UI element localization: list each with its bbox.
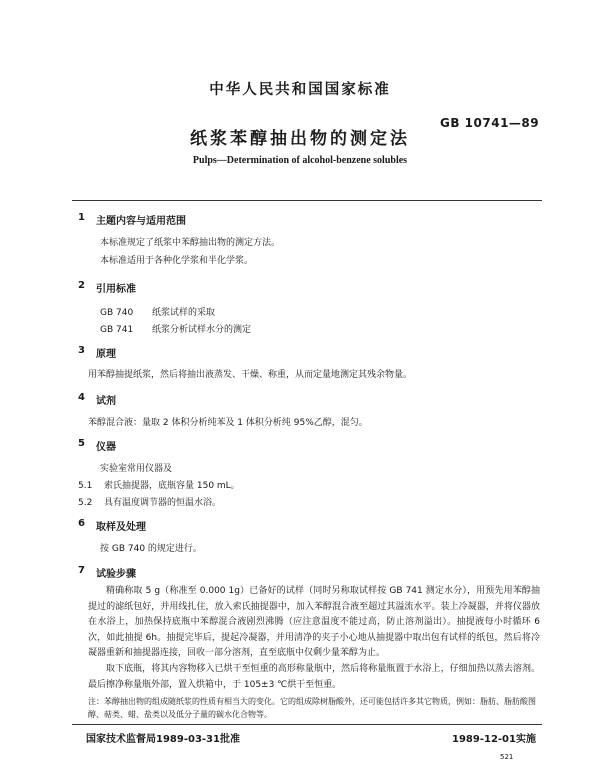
- section-4-title: 试剂: [96, 396, 116, 407]
- item-5-2-number: 5.2: [78, 498, 93, 508]
- section-1-line-1: 本标准规定了纸浆中苯醇抽出物的测定方法。: [100, 238, 281, 248]
- section-7-note: 注：苯醇抽出物的组成随纸浆的性质有相当大的变化。它的组成除树脂酸外，还可能包括许多其它物质，例如：脂肪、脂肪酸图醇、萜类、蜡、盐类以及低分子量的碳水化合物等。: [88, 697, 536, 719]
- item-5-2-text: 具有温度调节器的恒温水浴。: [104, 498, 222, 508]
- section-6-number: 6: [78, 518, 85, 529]
- title-chinese: 纸浆苯醇抽出物的测定法: [190, 129, 410, 149]
- section-3-title: 原理: [96, 349, 116, 360]
- section-1-title: 主题内容与适用范围: [96, 216, 186, 227]
- section-7-paragraph-2: 取下底瓶，将其内容物移入已烘干至恒重的高形称量瓶中，然后将称量瓶置于水浴上，仔细加热以蒸去溶剂。最后擦净称量瓶外部，置入烘箱中，于 105±3 ℃烘干至恒重。: [88, 664, 540, 690]
- reference-2-name: 纸浆分析试样水分的测定: [152, 325, 252, 335]
- section-1-line-2: 本标准适用于各种化学浆和半化学浆。: [100, 256, 254, 266]
- section-4-number: 4: [78, 392, 85, 403]
- section-6-title: 取样及处理: [96, 522, 146, 533]
- page-number: 521: [500, 753, 514, 761]
- section-7-title: 试验步骤: [96, 569, 136, 580]
- approval-line: 国家技术监督局1989-03-31批准: [86, 734, 240, 745]
- section-2-title: 引用标准: [96, 284, 136, 295]
- section-6-text: 按 GB 740 的规定进行。: [100, 544, 202, 554]
- item-5-1-text: 索氏抽提器，底瓶容量 150 mL。: [104, 481, 240, 491]
- standard-number: GB 10741—89: [440, 116, 540, 130]
- section-5-intro: 实验室常用仪器及: [100, 464, 173, 474]
- section-2-number: 2: [78, 280, 85, 291]
- implementation-date: 1989-12-01实施: [452, 734, 536, 745]
- section-5-title: 仪器: [96, 442, 116, 453]
- section-3-text: 用苯醇抽提纸浆，然后将抽出液蒸发、干燥、称重，从而定量地测定其残余物量。: [88, 370, 413, 380]
- section-5-number: 5: [78, 438, 85, 449]
- reference-1-code: GB 740: [100, 308, 134, 318]
- issuing-authority: 中华人民共和国国家标准: [209, 82, 391, 98]
- title-english: Pulps—Determination of alcohol-benzene solubles: [192, 155, 408, 166]
- item-5-1-number: 5.1: [78, 481, 93, 491]
- section-4-text: 苯醇混合液：量取 2 体积分析纯苯及 1 体积分析纯 95%乙醇，混匀。: [88, 418, 368, 428]
- top-divider: [72, 200, 542, 201]
- reference-1-name: 纸浆试样的采取: [152, 308, 216, 318]
- reference-2-code: GB 741: [100, 325, 134, 335]
- section-1-number: 1: [78, 212, 85, 223]
- section-7-number: 7: [78, 565, 85, 576]
- section-3-number: 3: [78, 345, 85, 356]
- section-7-paragraph-1: 精确称取 5 g（称准至 0.000 1g）已备好的试样（同时另称取试样按 GB 741 测定水分），用预先用苯醇抽提过的滤纸包好，并用线扎住，放入索氏抽提器中，加入苯醇混合液至超过其溢流水平。装上冷凝器，并将仪器放在水浴上，加热保持底瓶中苯醇混合液剧烈沸腾（应注意温度不能过高，防止溶剂溢出）。抽提液每小时循环 6 次，如此抽提 6h。抽提完毕后，提起冷凝器，并用清净的夹子小心地从抽提器中取出包有试样的纸包，然后将冷凝器重新和抽提器连接，回收一部分溶剂，直至底瓶中仅剩少量苯醇为止。: [88, 586, 540, 658]
- bottom-divider: [72, 724, 542, 725]
